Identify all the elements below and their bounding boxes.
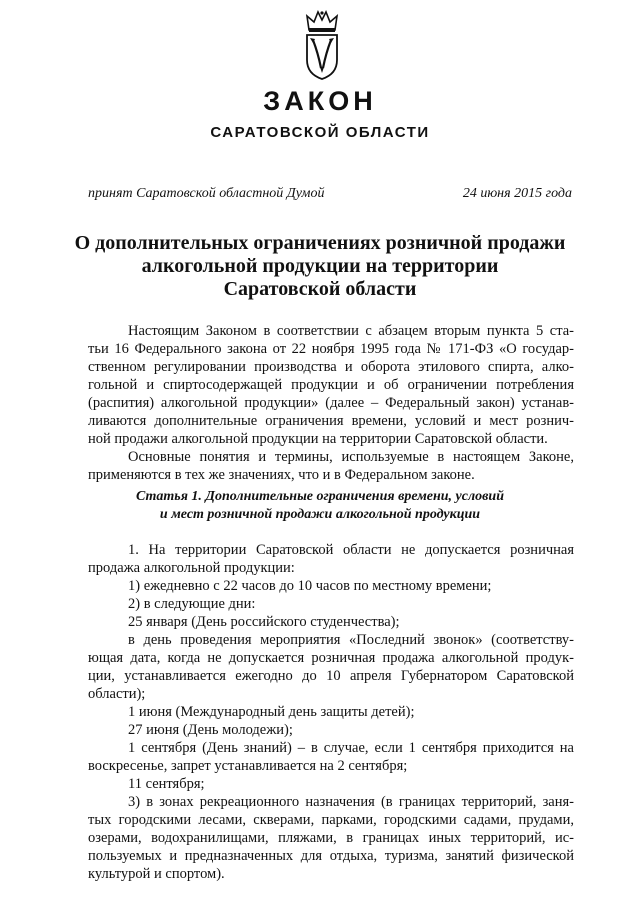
title-line: алкогольной продукции на территории	[141, 255, 499, 277]
region-heading: САРАТОВСКОЙ ОБЛАСТИ	[210, 124, 430, 141]
article-line: ции, устанавливается ежегодно до 10 апреля Губернатором Саратовской	[88, 668, 574, 684]
article-line: в день проведения мероприятия «Последний звонок» (соответству-	[128, 632, 574, 648]
preamble-line: (распития) алкогольной продукции» (далее – Федеральный закон) устанав-	[88, 395, 574, 411]
article-line: 11 сентября;	[128, 776, 205, 792]
article-line: 1 июня (Международный день защиты детей);	[128, 704, 415, 720]
preamble-line: ливаются дополнительные ограничения времени, условий и мест рознич-	[88, 413, 574, 429]
article-line: 1 сентября (День знаний) – в случае, если 1 сентября приходится на	[128, 740, 574, 756]
article-line: 1. На территории Саратовской области не допускается розничная	[128, 542, 574, 558]
adopted-by: принят Саратовской областной Думой	[88, 186, 325, 201]
preamble-line: гольной и спиртосодержащей продукции и об ограничении потребления	[88, 377, 574, 393]
article-line: тых городскими лесами, скверами, парками, городскими садами, прудами,	[88, 812, 574, 828]
preamble-line: применяются в тех же значениях, что и в Федеральном законе.	[88, 467, 475, 483]
title-line: Саратовской области	[223, 278, 417, 300]
article-heading-line: Статья 1. Дополнительные ограничения времени, условий	[135, 489, 504, 504]
preamble-line: Настоящим Законом в соответствии с абзацем вторым пункта 5 ста-	[128, 323, 574, 339]
article-line: 3) в зонах рекреационного назначения (в границах территорий, заня-	[128, 794, 574, 810]
article-line: культурой и спортом).	[88, 866, 225, 882]
preamble-line: ной продажи алкогольной продукции на территории Саратовской области.	[88, 431, 548, 447]
preamble-line: ственном регулировании производства и оборота этилового спирта, алко-	[88, 359, 574, 375]
title-line: О дополнительных ограничениях розничной продажи	[74, 232, 566, 254]
article-line: 1) ежедневно с 22 часов до 10 часов по местному времени;	[128, 578, 492, 594]
article-line: 25 января (День российского студенчества);	[128, 614, 400, 630]
article-line: области);	[88, 686, 146, 702]
article-heading	[60, 488, 580, 524]
article-line: 2) в следующие дни:	[128, 596, 256, 612]
article-line: 27 июня (День молодежи);	[128, 722, 293, 738]
article-heading-line: и мест розничной продажи алкогольной продукции	[159, 507, 481, 522]
preamble-line: Основные понятия и термины, используемые в настоящем Законе,	[128, 449, 574, 465]
preamble-line: тьи 16 Федерального закона от 22 ноября 1995 года № 171-ФЗ «О государ-	[88, 341, 574, 357]
article-line: ющая дата, когда не допускается розничная продажа алкогольной продук-	[88, 650, 574, 666]
document-title	[60, 232, 580, 301]
article-line: пользуемых и предназначенных для отдыха, туризма, занятий физической	[88, 848, 574, 864]
article-line: озерами, водохранилищами, пляжами, в границах иных территорий, ис-	[88, 830, 574, 846]
article-line: продажа алкогольной продукции:	[88, 560, 295, 576]
saratov-coat-of-arms-icon	[301, 8, 343, 82]
adoption-line	[88, 186, 572, 202]
article-line: воскресенье, запрет устанавливается на 2 сентября;	[88, 758, 408, 774]
law-heading: ЗАКОН	[263, 86, 377, 116]
adoption-date: 24 июня 2015 года	[462, 186, 572, 201]
